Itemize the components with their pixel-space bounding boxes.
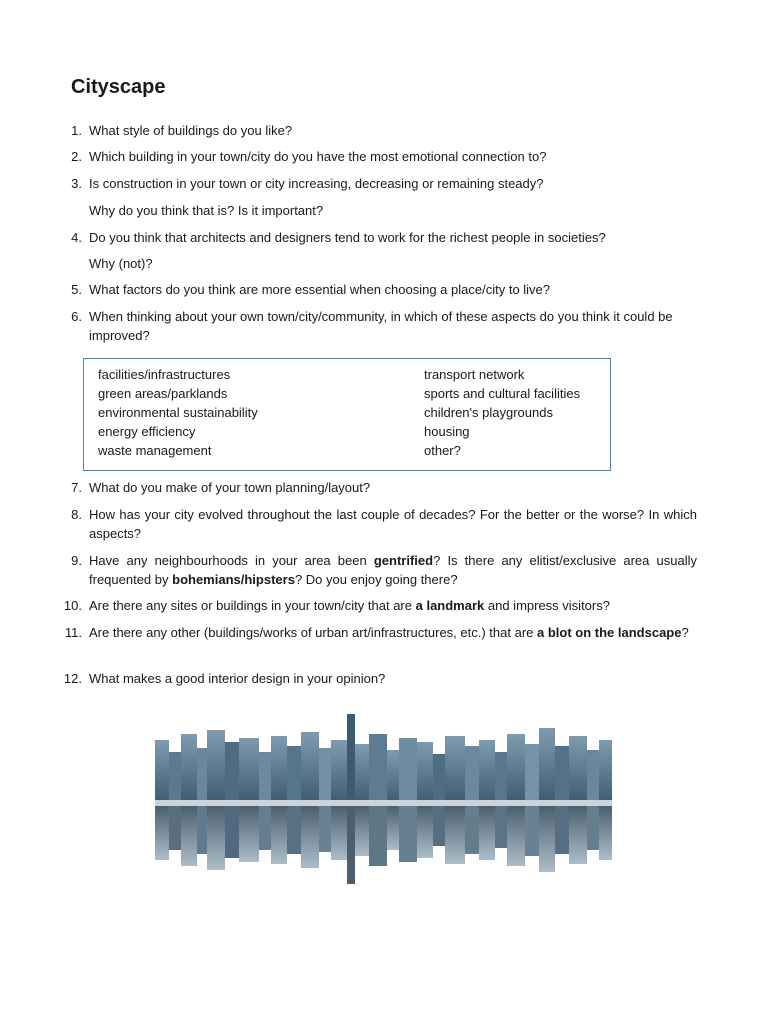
question-text: When thinking about your own town/city/community, in which of these aspects do you think it could be improved?: [89, 309, 673, 343]
skyline-reflection: [155, 806, 612, 884]
term-landmark: a landmark: [415, 598, 485, 613]
aspects-box: [83, 358, 611, 471]
aspects-left-column: [98, 365, 258, 460]
question-number: 9.: [71, 553, 82, 568]
skyline-buildings: [155, 714, 612, 804]
question-text: Which building in your town/city do you have the most emotional connection to?: [89, 149, 547, 164]
shoreline: [155, 800, 612, 806]
term-bohemians: bohemians/hipsters: [172, 572, 295, 587]
aspect-item: other?: [424, 443, 461, 458]
question-text: Do you think that architects and designers tend to work for the richest people in societies?: [89, 230, 606, 245]
question-number: 4.: [71, 230, 82, 245]
question-text: What factors do you think are more essential when choosing a place/city to live?: [89, 282, 551, 297]
term-gentrified: gentrified: [373, 553, 434, 568]
aspect-item: children's playgrounds: [424, 405, 553, 420]
question-text: What makes a good interior design in your opinion?: [89, 671, 386, 686]
aspect-item: transport network: [424, 367, 525, 382]
question-number: 11.: [64, 625, 82, 640]
aspect-item: environmental sustainability: [98, 405, 258, 420]
city-skyline-image: [155, 712, 612, 884]
question-number: 3.: [71, 176, 82, 191]
question-number: 12.: [63, 671, 82, 686]
aspect-item: sports and cultural facilities: [424, 386, 581, 401]
question-number: 2.: [71, 149, 82, 164]
term-blot: a blot on the landscape: [537, 625, 682, 640]
aspects-right-column: [424, 365, 580, 460]
question-number: 6.: [71, 309, 82, 324]
question-followup: Why do you think that is? Is it important?: [89, 203, 324, 218]
question-followup: Why (not)?: [89, 256, 153, 271]
question-text: Have any neighbourhoods in your area been gentrified? Is there any elitist/exclusive area usually frequented by bohemians/hipsters? Do you enjoy going there?: [89, 553, 697, 587]
page-title: Cityscape: [71, 76, 166, 98]
aspect-item: housing: [424, 424, 470, 439]
question-text: What do you make of your town planning/layout?: [89, 480, 371, 495]
question-number: 1.: [71, 123, 82, 138]
question-number: 10.: [63, 598, 82, 613]
question-text: Are there any sites or buildings in your town/city that are a landmark and impress visitors?: [89, 598, 610, 613]
question-number: 7.: [71, 480, 82, 495]
aspect-item: green areas/parklands: [98, 386, 228, 401]
question-number: 5.: [71, 282, 82, 297]
aspect-item: energy efficiency: [98, 424, 196, 439]
question-number: 8.: [71, 507, 82, 522]
question-text: How has your city evolved throughout the last couple of decades? For the better or the worse? In which aspects?: [89, 507, 697, 541]
question-text: What style of buildings do you like?: [89, 123, 293, 138]
question-text: Are there any other (buildings/works of urban art/infrastructures, etc.) that are a blot on the landscape?: [89, 625, 689, 640]
question-text: Is construction in your town or city increasing, decreasing or remaining steady?: [89, 176, 544, 191]
aspect-item: facilities/infrastructures: [98, 367, 231, 382]
aspect-item: waste management: [98, 443, 212, 458]
